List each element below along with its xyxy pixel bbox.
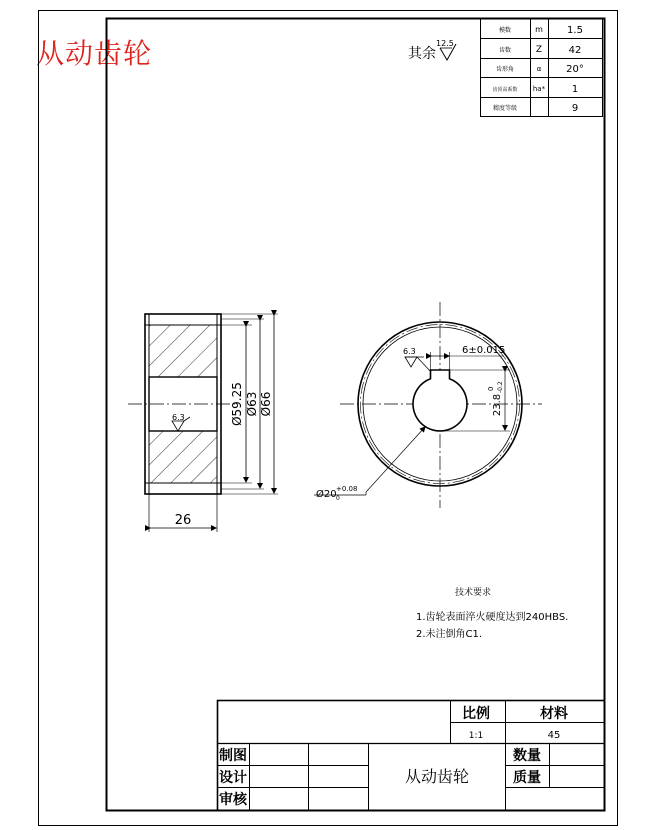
surface-note-value: 12.5 bbox=[436, 39, 454, 48]
param-label: 齿形角 bbox=[495, 66, 515, 73]
param-symbol: Z bbox=[535, 45, 543, 55]
param-value: 20° bbox=[566, 64, 584, 75]
surface-note bbox=[408, 39, 456, 62]
param-symbol: m bbox=[535, 25, 543, 34]
bore-tol-upper: +0.08 bbox=[336, 485, 358, 493]
title-block bbox=[218, 701, 605, 811]
dim-root-diameter: Ø59.25 bbox=[230, 382, 244, 426]
material-label: 材料 bbox=[540, 706, 568, 722]
design-label: 设计 bbox=[219, 770, 247, 786]
param-value: 42 bbox=[568, 45, 582, 56]
outer-border bbox=[39, 11, 618, 826]
material-value: 45 bbox=[547, 730, 561, 741]
front-roughness: 6.3 bbox=[403, 347, 416, 356]
quantity-label: 数量 bbox=[513, 748, 541, 764]
scale-value: 1:1 bbox=[468, 731, 484, 741]
front-view bbox=[314, 302, 542, 508]
side-view bbox=[128, 314, 278, 532]
param-label: 齿顶高系数 bbox=[492, 87, 518, 93]
param-symbol: ha* bbox=[532, 85, 546, 93]
param-label: 模数 bbox=[498, 27, 512, 34]
dim-pitch-diameter: Ø63 bbox=[245, 391, 259, 417]
gear-param-table bbox=[481, 19, 603, 117]
drawn-label: 制图 bbox=[219, 748, 247, 764]
surface-note-prefix: 其余 bbox=[408, 46, 436, 62]
param-label: 齿数 bbox=[498, 47, 512, 54]
keyway-depth-tol-upper: 0 bbox=[487, 386, 495, 391]
width-dimension: 26 bbox=[174, 513, 192, 528]
param-value: 1.5 bbox=[567, 25, 583, 36]
bore-keyway bbox=[413, 370, 467, 431]
keyway-width-dim: 6±0.015 bbox=[462, 345, 506, 356]
part-name: 从动齿轮 bbox=[404, 767, 470, 786]
keyway-depth-dim: 23.8 bbox=[492, 393, 503, 417]
param-value: 9 bbox=[571, 103, 579, 114]
side-roughness: 6.3 bbox=[172, 413, 185, 422]
param-symbol: α bbox=[536, 65, 542, 73]
mass-label: 质量 bbox=[513, 770, 541, 786]
tech-item-2: 2.未注倒角C1. bbox=[416, 629, 483, 640]
param-value: 1 bbox=[571, 84, 579, 95]
review-label: 审核 bbox=[219, 792, 247, 808]
tech-requirements bbox=[416, 586, 568, 640]
param-label: 精度等级 bbox=[492, 105, 518, 112]
tech-heading: 技术要求 bbox=[455, 588, 492, 598]
drawing-title: 从动齿轮 bbox=[36, 37, 153, 70]
tech-item-1: 1.齿轮表面淬火硬度达到240HBS. bbox=[416, 612, 569, 623]
bore-tol-lower: 0 bbox=[336, 495, 340, 502]
keyway-depth-tol-lower: -0.2 bbox=[497, 381, 504, 393]
dim-tip-diameter: Ø66 bbox=[259, 391, 273, 417]
bore-diameter-dim: Ø20 bbox=[316, 489, 337, 500]
scale-label: 比例 bbox=[462, 706, 490, 722]
